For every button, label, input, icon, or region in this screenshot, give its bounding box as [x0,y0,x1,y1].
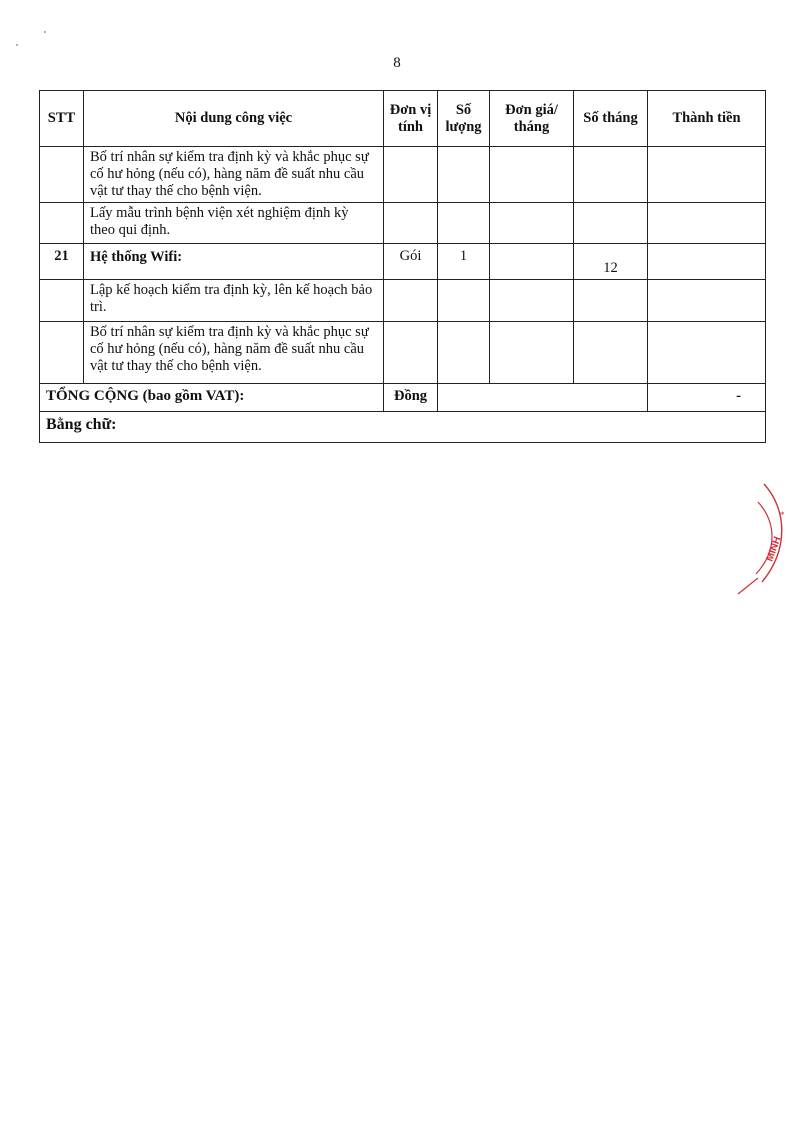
stamp-text: MINH [764,535,784,564]
stt-cell [40,280,84,322]
table-row-section [40,244,766,280]
header-unit-price: Đơn giá/ tháng [490,91,574,147]
description-cell: Bố trí nhân sự kiểm tra định kỳ và khắc phục sự cố hư hỏng (nếu có), hàng năm đề suất nhu cầu vật tư thay thế cho bệnh viện. [84,322,384,384]
header-unit: Đơn vị tính [384,91,438,147]
stamp-star: * [780,510,785,520]
header-quantity: Số lượng [438,91,490,147]
stt-cell [40,147,84,203]
total-value: - [648,384,766,412]
total-row [40,384,766,412]
description-cell: Lấy mẫu trình bệnh viện xét nghiệm định kỳ theo qui định. [84,203,384,244]
table-row [40,147,766,203]
in-words-row [40,412,766,443]
header-content: Nội dung công việc [84,91,384,147]
description-cell: Bố trí nhân sự kiểm tra định kỳ và khắc phục sự cố hư hỏng (nếu có), hàng năm đề suất nhu cầu vật tư thay thế cho bệnh viện. [84,147,384,203]
stt-cell [40,203,84,244]
header-months: Số tháng [574,91,648,147]
unit-cell: Gói [384,244,438,280]
total-unit: Đồng [384,384,438,412]
in-words-label: Bằng chữ: [40,412,766,443]
amount-cell [648,244,766,280]
table-row [40,322,766,384]
header-stt: STT [40,91,84,147]
section-title: Hệ thống Wifi: [84,244,384,280]
scan-speck [44,31,46,33]
months-cell: 12 [574,244,648,280]
stt-cell: 21 [40,244,84,280]
unit-price-cell [490,244,574,280]
quantity-cell: 1 [438,244,490,280]
page-number: 8 [393,55,401,71]
header-amount: Thành tiền [648,91,766,147]
stt-cell [40,322,84,384]
description-cell: Lập kế hoạch kiểm tra định kỳ, lên kế hoạch bảo trì. [84,280,384,322]
red-stamp-fragment [736,478,794,596]
table-header-row [40,91,766,147]
table-row [40,203,766,244]
total-label: TỔNG CỘNG (bao gồm VAT): [40,384,384,412]
table-row [40,280,766,322]
scan-speck [16,44,18,46]
work-table [39,90,766,443]
